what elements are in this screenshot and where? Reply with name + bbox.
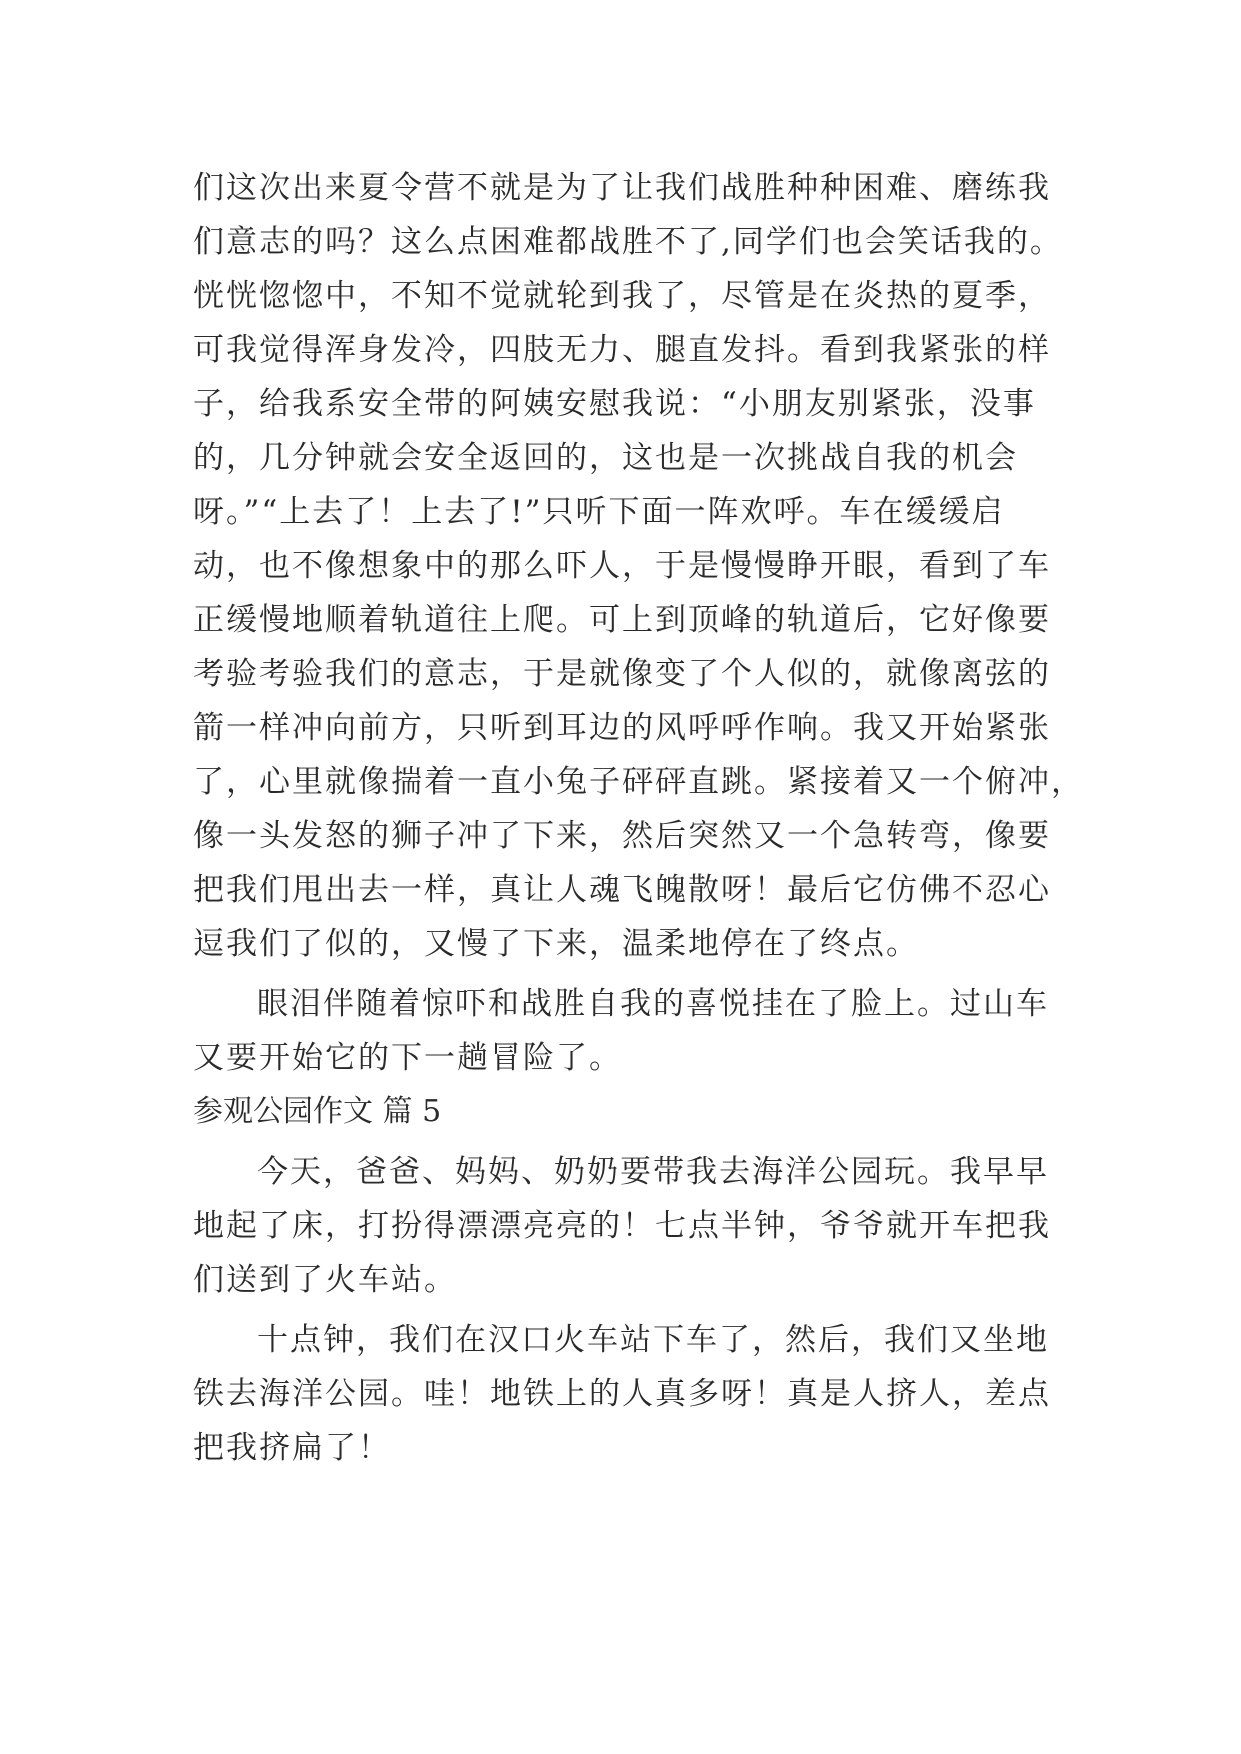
text-line: 又要开始它的下一趟冒险了。	[193, 1040, 622, 1076]
section-heading: 参观公园作文 篇 5	[193, 1094, 442, 1129]
text-line: 逗我们了似的，又慢了下来，温柔地停在了终点。	[193, 926, 919, 962]
text-line: 子，给我系安全带的阿姨安慰我说：“小朋友别紧张，没事	[193, 386, 1036, 422]
text-line: 可我觉得浑身发冷，四肢无力、腿直发抖。看到我紧张的样	[193, 332, 1051, 368]
paragraph-first-line: 今天，爸爸、妈妈、奶奶要带我去海洋公园玩。我早早	[257, 1154, 1049, 1190]
text-line: 考验考验我们的意志，于是就像变了个人似的，就像离弦的	[193, 656, 1051, 692]
text-line: 把我们甩出去一样，真让人魂飞魄散呀！最后它仿佛不忍心	[193, 872, 1051, 908]
text-line: 的，几分钟就会安全返回的，这也是一次挑战自我的机会	[193, 440, 1018, 476]
text-line: 地起了床，打扮得漂漂亮亮的！七点半钟，爷爷就开车把我	[193, 1208, 1051, 1244]
paragraph-first-line: 十点钟，我们在汉口火车站下车了，然后，我们又坐地	[257, 1322, 1049, 1358]
text-line: 把我挤扁了！	[193, 1430, 391, 1466]
text-line: 铁去海洋公园。哇！地铁上的人真多呀！真是人挤人，差点	[193, 1376, 1051, 1412]
text-line: 正缓慢地顺着轨道往上爬。可上到顶峰的轨道后，它好像要	[193, 602, 1051, 638]
text-line: 恍恍惚惚中，不知不觉就轮到我了，尽管是在炎热的夏季，	[193, 278, 1051, 314]
text-line: 们意志的吗？这么点困难都战胜不了,同学们也会笑话我的。	[193, 224, 1063, 260]
text-line: 呀。”“上去了！上去了!”只听下面一阵欢呼。车在缓缓启	[193, 494, 1005, 530]
paragraph-first-line: 眼泪伴随着惊吓和战胜自我的喜悦挂在了脸上。过山车	[257, 986, 1049, 1022]
text-line: 们送到了火车站。	[193, 1262, 457, 1298]
text-line: 动，也不像想象中的那么吓人，于是慢慢睁开眼，看到了车	[193, 548, 1051, 584]
text-line: 们这次出来夏令营不就是为了让我们战胜种种困难、磨练我	[193, 170, 1051, 206]
text-line: 了，心里就像揣着一直小兔子砰砰直跳。紧接着又一个俯冲，	[193, 764, 1084, 800]
text-line: 像一头发怒的狮子冲了下来，然后突然又一个急转弯，像要	[193, 818, 1051, 854]
text-line: 箭一样冲向前方，只听到耳边的风呼呼作响。我又开始紧张	[193, 710, 1051, 746]
